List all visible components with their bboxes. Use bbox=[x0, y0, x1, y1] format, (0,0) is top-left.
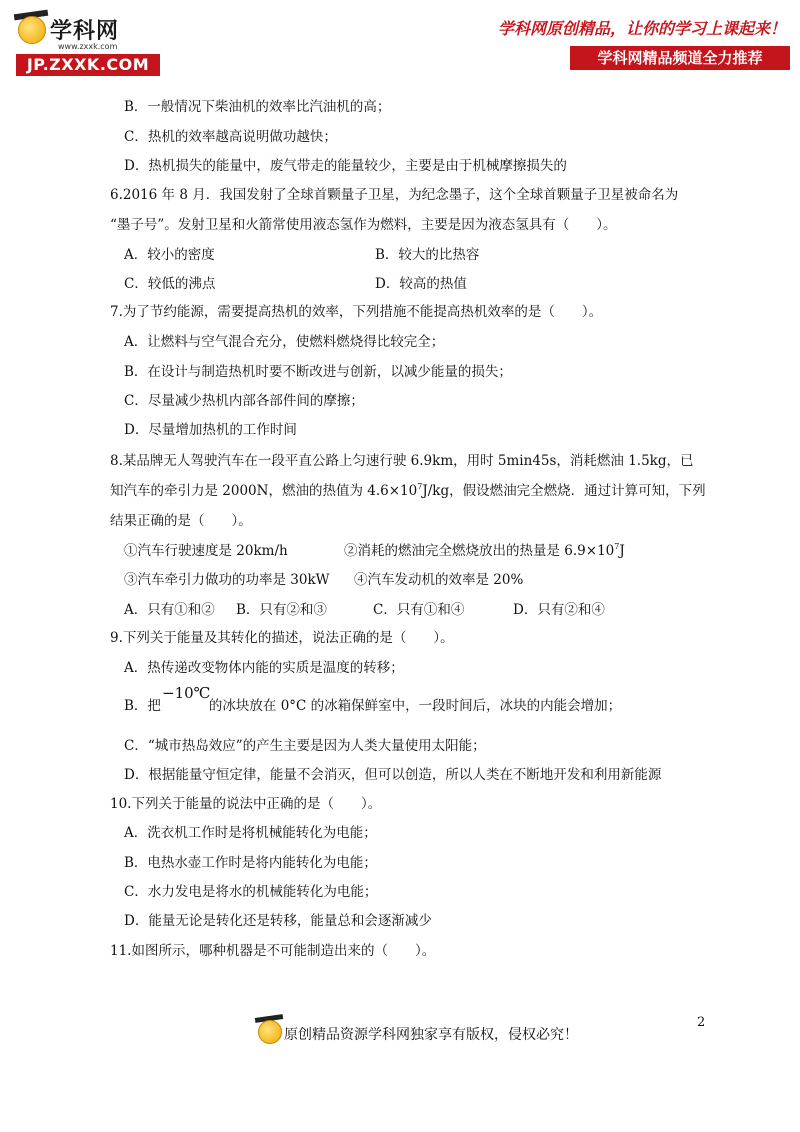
q9-option-a: A．热传递改变物体内能的实质是温度的转移； bbox=[124, 660, 404, 676]
q7-stem: 7.为了节约能源，需要提高热机的效率，下列措施不能提高热机效率的是（ ）。 bbox=[110, 304, 603, 320]
q6-option-c: C．较低的沸点 bbox=[124, 276, 216, 292]
q9-option-b-pre: B．把 bbox=[124, 698, 161, 714]
q8-statement-2 bbox=[344, 542, 625, 560]
mascot-icon bbox=[18, 16, 46, 44]
logo-text: 学科网 bbox=[50, 19, 120, 44]
q8-statement-2-exponent: 7 bbox=[614, 541, 620, 551]
q8-option-d: D．只有②和④ bbox=[513, 602, 605, 618]
q10-stem: 10.下列关于能量的说法中正确的是（ ）。 bbox=[110, 796, 382, 812]
q10-option-b: B．电热水壶工作时是将内能转化为电能； bbox=[124, 855, 377, 871]
q5-option-b: B．一般情况下柴油机的效率比汽油机的高； bbox=[124, 99, 391, 115]
q8-statement-1: ①汽车行驶速度是 20km/h bbox=[124, 543, 288, 559]
q8-statement-2-pre: ②消耗的燃油完全燃烧放出的热量是 6.9×10 bbox=[344, 543, 615, 559]
q10-option-d: D．能量无论是转化还是转移，能量总和会逐渐减少 bbox=[124, 913, 432, 929]
site-logo bbox=[10, 12, 160, 78]
q8-exponent: 7 bbox=[417, 481, 423, 491]
q7-option-b: B．在设计与制造热机时要不断改进与创新，以减少能量的损失； bbox=[124, 364, 512, 380]
q6-option-b: B．较大的比热容 bbox=[375, 247, 480, 263]
q5-option-c: C．热机的效率越高说明做功越快； bbox=[124, 129, 337, 145]
q8-stem-line1: 8.某品牌无人驾驶汽车在一段平直公路上匀速行驶 6.9km，用时 5min45s，消耗燃油 1.5kg，已 bbox=[110, 453, 694, 469]
q9-option-b bbox=[124, 697, 621, 715]
q10-option-a: A．洗衣机工作时是将机械能转化为电能； bbox=[124, 825, 377, 841]
page-number: 2 bbox=[697, 1015, 706, 1030]
logo-url: JP.ZXXK.COM bbox=[16, 54, 160, 76]
q8-statement-3: ③汽车牵引力做功的功率是 30kW bbox=[124, 572, 330, 588]
logo-domain: www.zxxk.com bbox=[58, 42, 118, 51]
q8-stem-line2-post: J/kg，假设燃油完全燃烧．通过计算可知，下列 bbox=[422, 483, 706, 499]
q5-option-d: D．热机损失的能量中，废气带走的能量较少，主要是由于机械摩擦损失的 bbox=[124, 158, 567, 174]
footer-copyright: 原创精品资源学科网独家享有版权，侵权必究！ bbox=[284, 1027, 578, 1043]
q8-option-a: A．只有①和② bbox=[124, 602, 215, 618]
q7-option-a: A．让燃料与空气混合充分，使燃料燃烧得比较完全； bbox=[124, 334, 445, 350]
q8-option-b: B．只有②和③ bbox=[236, 602, 327, 618]
header-slogan: 学科网原创精品，让你的学习上课起来！ bbox=[497, 19, 786, 38]
q6-stem-line2: “墨子号”。发射卫星和火箭常使用液态氢作为燃料，主要是因为液态氢具有（ ）。 bbox=[110, 217, 617, 233]
q8-statement-2-post: J bbox=[619, 543, 625, 559]
footer-mascot-icon bbox=[258, 1020, 282, 1044]
q9-temperature: −10℃ bbox=[162, 684, 211, 702]
q11-stem: 11.如图所示，哪种机器是不可能制造出来的（ ）。 bbox=[110, 943, 436, 959]
q7-option-c: C．尽量减少热机内部各部件间的摩擦； bbox=[124, 393, 364, 409]
q8-stem-line2 bbox=[110, 482, 706, 500]
q6-stem-line1: 6.2016 年 8 月．我国发射了全球首颗量子卫星，为纪念墨子，这个全球首颗量子卫星被命名为 bbox=[110, 187, 679, 203]
q9-option-c: C．“城市热岛效应”的产生主要是因为人类大量使用太阳能； bbox=[124, 738, 486, 754]
q8-stem-line2-pre: 知汽车的牵引力是 2000N，燃油的热值为 4.6×10 bbox=[110, 483, 418, 499]
q6-option-d: D．较高的热值 bbox=[375, 276, 467, 292]
q10-option-c: C．水力发电是将水的机械能转化为电能； bbox=[124, 884, 378, 900]
q6-option-a: A．较小的密度 bbox=[124, 247, 215, 263]
q7-option-d: D．尽量增加热机的工作时间 bbox=[124, 422, 297, 438]
q9-option-b-post: 的冰块放在 0°C 的冰箱保鲜室中，一段时间后，冰块的内能会增加； bbox=[208, 698, 622, 714]
q8-stem-line3: 结果正确的是（ ）。 bbox=[110, 513, 252, 529]
q9-stem: 9.下列关于能量及其转化的描述，说法正确的是（ ）。 bbox=[110, 630, 454, 646]
q9-option-d: D．根据能量守恒定律，能量不会消灭，但可以创造，所以人类在不断地开发和利用新能源 bbox=[124, 767, 662, 783]
q8-statement-4: ④汽车发动机的效率是 20% bbox=[354, 572, 524, 588]
q8-option-c: C．只有①和④ bbox=[373, 602, 465, 618]
header-banner: 学科网精品频道全力推荐 bbox=[570, 46, 790, 70]
